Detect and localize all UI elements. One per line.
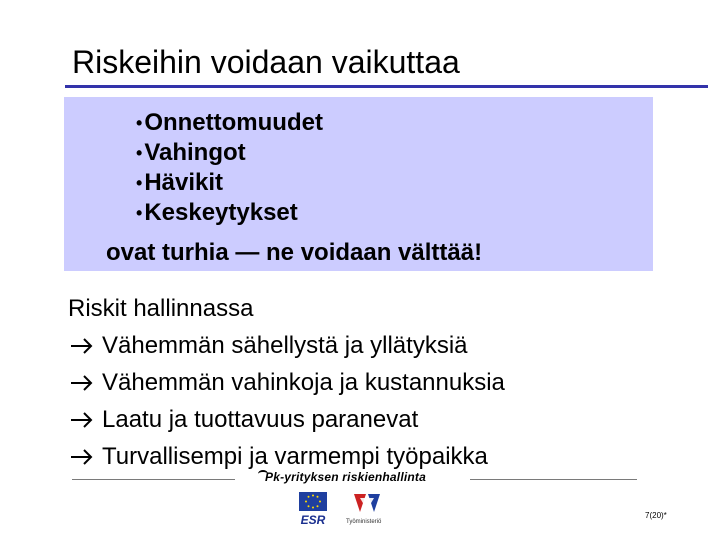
footer-brand: Pk-yrityksen riskienhallinta: [265, 470, 427, 484]
slide-title: Riskeihin voidaan vaikuttaa: [72, 44, 460, 80]
arrow-right-icon: [68, 447, 96, 467]
highlight-conclusion: ovat turhia — ne voidaan välttää!: [106, 239, 483, 266]
ministry-label: Työministeriö: [346, 519, 382, 525]
body-point: [68, 364, 505, 401]
body-heading: Riskit hallinnassa: [68, 295, 254, 322]
bullet-dot-icon: •: [136, 113, 143, 133]
body-point-label: Laatu ja tuottavuus paranevat: [102, 406, 419, 433]
body-text: [68, 290, 505, 475]
body-point: [68, 401, 505, 438]
ministry-logo-icon: [354, 494, 380, 512]
bullet-label: Vahingot: [144, 139, 246, 166]
footer-rule-right: [470, 479, 637, 480]
body-point-label: Turvallisempi ja varmempi työpaikka: [102, 443, 488, 470]
bullet-dot-icon: •: [136, 143, 143, 163]
arrow-right-icon: [68, 336, 96, 356]
bullet-item: [136, 168, 323, 198]
ministry-logo: [344, 492, 396, 528]
body-point-label: Vähemmän sähellystä ja yllätyksiä: [102, 332, 468, 359]
eu-flag-icon: [299, 492, 327, 511]
bullet-item: [136, 108, 323, 138]
page-number: 7(20)*: [645, 511, 667, 520]
bullet-label: Hävikit: [144, 169, 224, 196]
esr-logo: [287, 492, 339, 528]
footer-rule-left: [72, 479, 235, 480]
esr-label: ESR: [300, 513, 326, 527]
bullet-label: Onnettomuudet: [144, 109, 323, 136]
bullet-item: [136, 198, 323, 228]
bullet-dot-icon: •: [136, 203, 143, 223]
bullet-label: Keskeytykset: [144, 199, 298, 226]
bullet-item: [136, 138, 323, 168]
bullet-dot-icon: •: [136, 173, 143, 193]
arrow-right-icon: [68, 410, 96, 430]
bullet-list: [136, 108, 323, 228]
body-point-label: Vähemmän vahinkoja ja kustannuksia: [102, 369, 505, 396]
title-underline: [65, 85, 708, 88]
body-point: [68, 327, 505, 364]
arrow-right-icon: [68, 373, 96, 393]
